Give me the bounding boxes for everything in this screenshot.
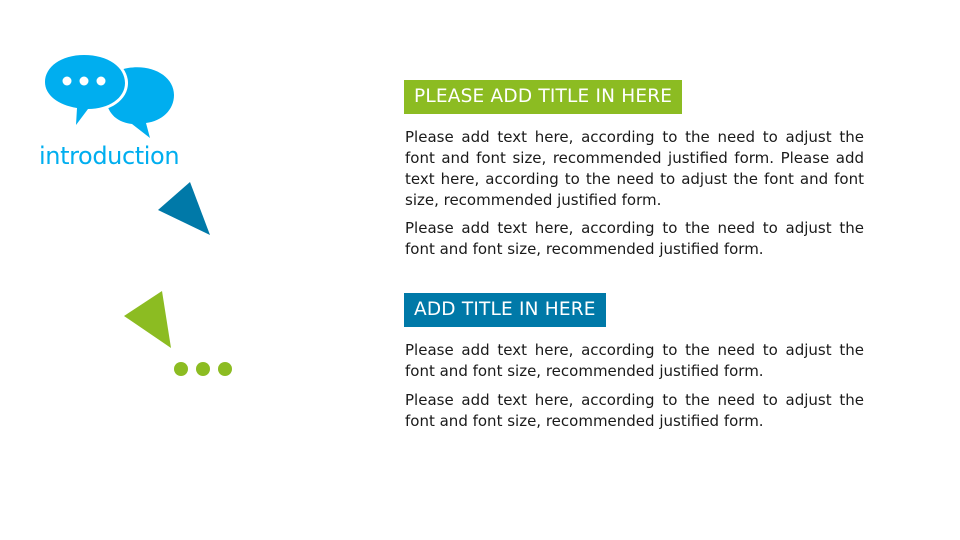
section2-paragraph-2: Please add text here, according to the need to adjust the font and font size, recommended justified form. — [405, 391, 864, 430]
section2-paragraph-1: Please add text here, according to the need to adjust the font and font size, recommended justified form. — [405, 341, 864, 380]
ellipsis-dots-icon — [172, 360, 236, 378]
introduction-label: introduction — [39, 142, 180, 170]
section1-title: PLEASE ADD TITLE IN HERE — [404, 80, 682, 114]
section1-paragraph-1: Please add text here, according to the need to adjust the font and font size, recommended justified form. Please add text here, according to the need to adjust the font and font size, recommended justified form. — [405, 128, 864, 209]
section2-title: ADD TITLE IN HERE — [404, 293, 606, 327]
blue-triangle-shape — [155, 180, 213, 238]
green-triangle-shape — [122, 288, 174, 350]
section1-paragraph-2: Please add text here, according to the need to adjust the font and font size, recommended justified form. — [405, 219, 864, 258]
speech-bubbles-icon — [40, 50, 180, 142]
